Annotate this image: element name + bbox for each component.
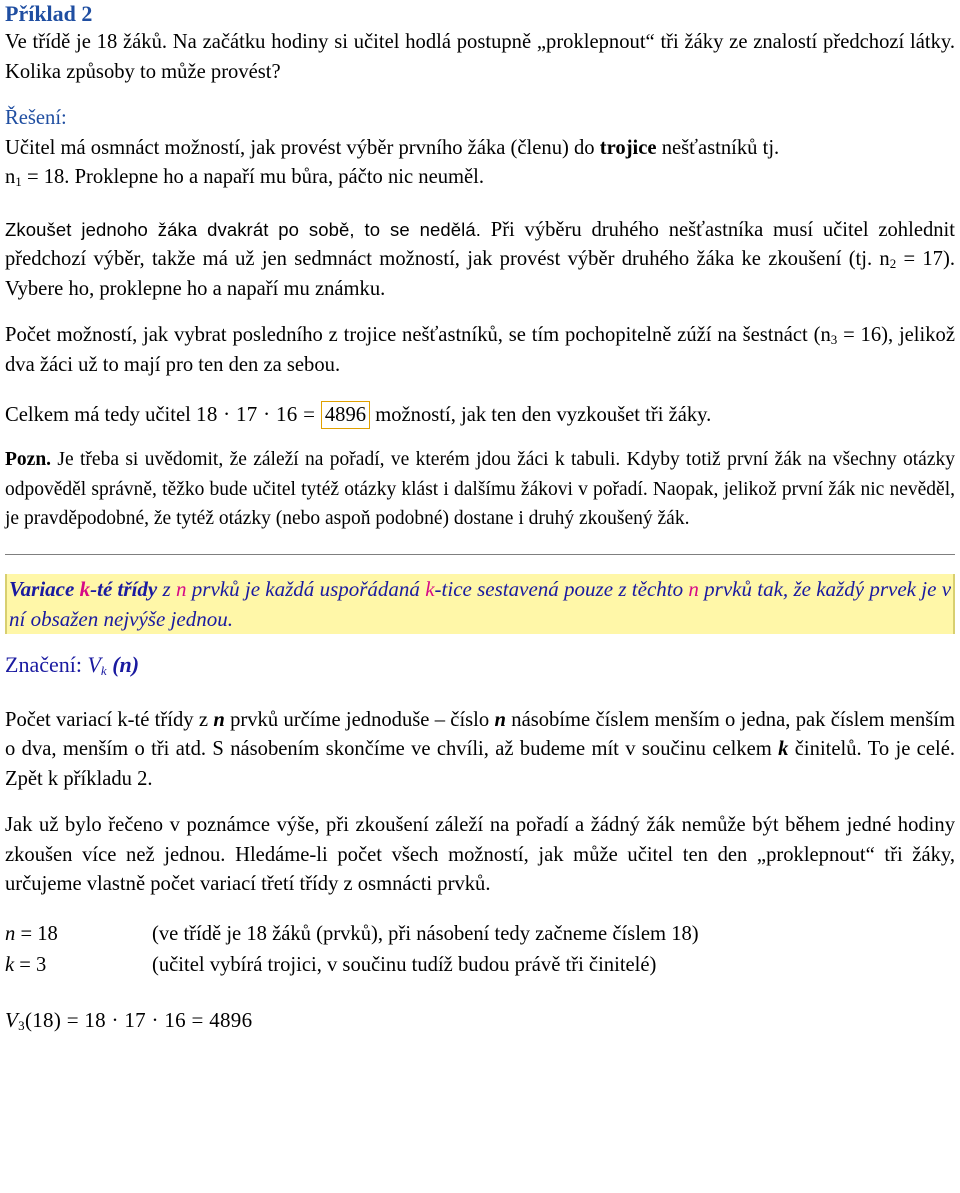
note-paragraph: Pozn. Je třeba si uvědomit, že záleží na pořadí, ve kterém jdou žáci k tabuli. Kdyby totiž první žák na všechny otázky odpověděl správně, těžko bude učitel tytéž otázky klást i dalšímu žákovi v pořadí. Naopak, jelikož první žák nic nevěděl, je pravděpodobné, že tytéž otázky (nebo aspoň podobné) dostane i druhý zkoušený žák. — [5, 449, 955, 529]
document-page — [5, 0, 955, 1193]
example-heading: Příklad 2 — [5, 1, 93, 26]
solution-label: Řešení: — [5, 107, 67, 129]
parameters-table — [5, 919, 699, 981]
note-label: Pozn. — [5, 449, 52, 470]
definition-box — [5, 574, 955, 634]
final-formula: $V_3(18) = 18 \cdot 17 \cdot 16 = 4896$ — [5, 1007, 253, 1033]
parameter-row-k: k = 3 (učitel vybírá trojici, v součinu tudíž budou právě tři činitelé) — [5, 953, 657, 976]
product-formula: 18 · 17 · 16 = — [196, 402, 321, 426]
solution-paragraph-2: Zkoušet jednoho žáka dvakrát po sobě, to se nedělá. Při výběru druhého nešťastníka musí učitel zohlednit předchozí výběr, takže má už jen sedmnáct možností, jak provést výběr druhého žáka ke zkoušení (tj. $n_2 = 17$). Vybere ho, proklepne ho a napaří mu známku. — [5, 218, 955, 300]
total-paragraph: Celkem má tedy učitel 18 · 17 · 16 = 4896 možností, jak ten den vyzkoušet tři žáky. — [5, 398, 955, 431]
task-text: Ve třídě je 18 žáků. Na začátku hodiny si učitel hodlá postupně „proklepnout“ tři žáky ze znalostí předchozí látky. Kolika způsoby to může provést? — [5, 31, 955, 83]
definition-text: Variace k-té třídy z n prvků je každá uspořádaná k-tice sestavená pouze z těchto n prvků tak, že každý prvek je v ní obsažen nejvýše jednou. — [9, 576, 952, 631]
parameter-row-n: n = 18 (ve třídě je 18 žáků (prvků), při násobení tedy začneme číslem 18) — [5, 922, 699, 945]
solution-paragraph-3: Počet možností, jak vybrat posledního z trojice nešťastníků, se tím pochopitelně zúží na šestnáct $(n_3 = 16)$, jelikož dva žáci už to mají pro ten den za sebou. — [5, 324, 955, 376]
explanation-paragraph: Jak už bylo řečeno v poznámce výše, při zkoušení záleží na pořadí a žádný žák nemůže být během jedné hodiny zkoušen více než jednou. Hledáme-li počet všech možností, jak může učitel ten den „proklepnout“ tři žáky, určujeme vlastně počet variací třetí třídy z osmnácti prvků. — [5, 814, 955, 895]
bold-trojice: trojice — [599, 136, 657, 159]
notation-line: Značení: $V_k$ (n) — [5, 651, 140, 678]
answer-box: 4896 — [321, 401, 370, 429]
variation-count-paragraph: Počet variací k-té třídy z n prvků určíme jednoduše – číslo n násobíme číslem menším o jedna, pak číslem menším o dva, menším o tři atd. S násobením skončíme ve chvíli, až budeme mít v součinu celkem k činitelů. To je celé. Zpět k příkladu 2. — [5, 708, 955, 790]
solution-paragraph-1: Učitel má osmnáct možností, jak provést výběr prvního žáka (členu) do trojice nešťastníků tj. $n_1 = 18$. Proklepne ho a napaří mu bůra, páčto nic neuměl. — [5, 136, 780, 189]
